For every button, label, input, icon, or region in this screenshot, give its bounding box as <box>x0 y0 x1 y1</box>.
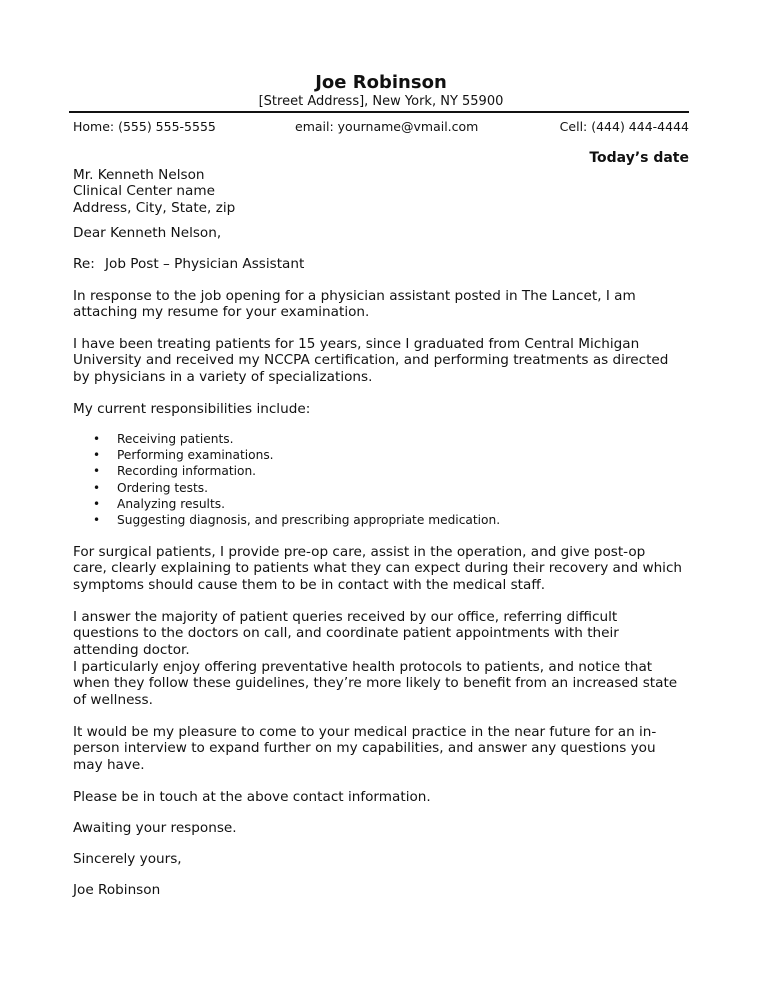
letter-date: Today’s date <box>589 150 689 166</box>
recipient-name: Mr. Kenneth Nelson <box>73 167 205 183</box>
paragraph-line: My current responsibilities include: <box>73 401 311 417</box>
paragraph-line: attaching my resume for your examination. <box>73 304 370 321</box>
responsibilities-list <box>93 431 689 528</box>
paragraph-line: by physicians in a variety of specializations. <box>73 368 373 385</box>
home-phone: Home: (555) 555-5555 <box>73 119 216 134</box>
list-item: • Recording information. <box>93 463 689 479</box>
recipient-block <box>73 167 689 216</box>
paragraph-line: attending doctor. <box>73 641 190 658</box>
paragraph-queries <box>73 609 689 658</box>
recipient-address: Address, City, State, zip <box>73 199 236 216</box>
paragraph-surgical <box>73 544 689 593</box>
paragraph-responsibilities-intro <box>73 401 689 417</box>
list-item: • Performing examinations. <box>93 447 689 463</box>
paragraph-line: I answer the majority of patient queries received by our office, referring difficult <box>73 609 618 625</box>
list-item: • Suggesting diagnosis, and prescribing appropriate medication. <box>93 512 689 528</box>
paragraph-line: In response to the job opening for a physician assistant posted in The Lancet, I am <box>73 288 636 304</box>
list-item: • Ordering tests. <box>93 480 689 496</box>
paragraph-line: person interview to expand further on my capabilities, and answer any questions you <box>73 740 656 757</box>
subject-text: Job Post – Physician Assistant <box>105 256 305 272</box>
paragraph-experience <box>73 336 689 385</box>
paragraph-line: may have. <box>73 756 145 773</box>
list-item: • Analyzing results. <box>93 496 689 512</box>
paragraph-intro <box>73 288 689 321</box>
closing <box>73 851 689 867</box>
paragraph-awaiting <box>73 820 689 836</box>
sender-name: Joe Robinson <box>315 72 447 93</box>
paragraph-contact <box>73 789 689 805</box>
paragraph-line: Sincerely yours, <box>73 851 182 867</box>
paragraph-line: Awaiting your response. <box>73 820 237 836</box>
recipient-org: Clinical Center name <box>73 183 215 200</box>
subject-line <box>73 256 689 272</box>
list-item: • Receiving patients. <box>93 431 689 447</box>
paragraph-line: University and received my NCCPA certification, and performing treatments as directed <box>73 352 669 369</box>
paragraph-line: It would be my pleasure to come to your medical practice in the near future for an in- <box>73 724 657 740</box>
paragraph-line: of wellness. <box>73 691 153 708</box>
header-divider <box>69 111 689 113</box>
subject-label: Re: <box>73 256 95 272</box>
paragraph-line: questions to the doctors on call, and coordinate patient appointments with their <box>73 625 619 642</box>
paragraph-line: when they follow these guidelines, they’re more likely to benefit from an increased state <box>73 675 678 692</box>
cell-phone: Cell: (444) 444-4444 <box>559 119 689 134</box>
paragraph-line: I particularly enjoy offering preventative health protocols to patients, and notice that <box>73 659 653 675</box>
signature-name: Joe Robinson <box>73 882 161 898</box>
paragraph-line: I have been treating patients for 15 years, since I graduated from Central Michigan <box>73 336 640 352</box>
paragraph-line: symptoms should cause them to be in contact with the medical staff. <box>73 576 546 593</box>
salutation: Dear Kenneth Nelson, <box>73 225 222 241</box>
sender-address: [Street Address], New York, NY 55900 <box>258 94 504 109</box>
paragraph-line: Please be in touch at the above contact information. <box>73 789 431 805</box>
paragraph-preventative <box>73 659 689 708</box>
paragraph-line: For surgical patients, I provide pre-op care, assist in the operation, and give post-op <box>73 544 646 560</box>
email-address: email: yourname@vmail.com <box>295 119 479 134</box>
paragraph-line: care, clearly explaining to patients what they can expect during their recovery and which <box>73 560 683 577</box>
paragraph-interview <box>73 724 689 773</box>
